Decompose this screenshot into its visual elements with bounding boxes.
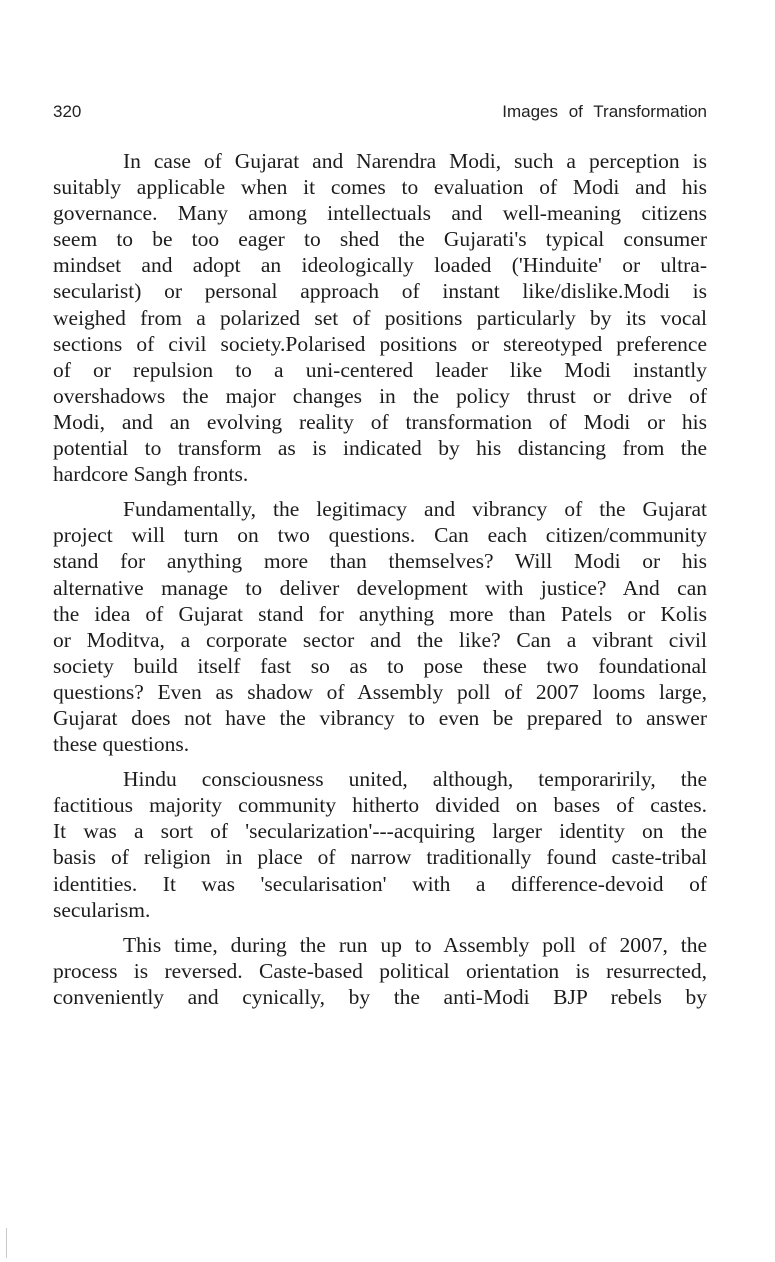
text-line: identities. It was 'secularisation' with a difference-devoid of [53, 871, 707, 896]
text-line: sections of civil society.Polarised positions or stereotyped preference [53, 331, 707, 356]
text-line: secularism. [53, 897, 151, 922]
paragraph-4 [53, 932, 707, 1010]
text-line: In case of Gujarat and Narendra Modi, such a perception is [123, 149, 707, 173]
running-head [53, 100, 707, 126]
scan-edge-mark [6, 1228, 7, 1258]
body-text [53, 148, 707, 1019]
text-line: of or repulsion to a uni-centered leader like Modi instantly [53, 357, 707, 382]
text-line: Gujarat does not have the vibrancy to even be prepared to answer [53, 705, 707, 730]
running-title: Images of Transformation [502, 102, 707, 121]
page-number: 320 [53, 102, 82, 121]
text-line: suitably applicable when it comes to evaluation of Modi and his [53, 175, 707, 200]
text-line: Fundamentally, the legitimacy and vibrancy of the Gujarat [123, 497, 707, 522]
text-line: seem to be too eager to shed the Gujarati's typical consumer [53, 227, 707, 252]
text-line: conveniently and cynically, by the anti-Modi BJP rebels by [53, 984, 707, 1009]
text-line: hardcore Sangh fronts. [53, 462, 249, 487]
text-line: This time, during the run up to Assembly poll of 2007, the [123, 932, 707, 957]
text-line: stand for anything more than themselves? Will Modi or his [53, 549, 707, 574]
text-line: or Moditva, a corporate sector and the like? Can a vibrant civil [53, 627, 707, 652]
text-line: potential to transform as is indicated by his distancing from the [53, 436, 707, 461]
text-line: process is reversed. Caste-based political orientation is resurrected, [53, 958, 707, 983]
text-line: Modi, and an evolving reality of transformation of Modi or his [53, 409, 707, 434]
text-line: alternative manage to deliver development with justice? And can [53, 575, 707, 600]
text-line: project will turn on two questions. Can each citizen/community [53, 523, 707, 548]
text-line: basis of religion in place of narrow traditionally found caste-tribal [53, 845, 707, 870]
text-line: Hindu consciousness united, although, temporaririly, the [123, 767, 707, 792]
text-line: It was a sort of 'secularization'---acquiring larger identity on the [53, 819, 707, 844]
paragraph-2 [53, 496, 707, 757]
paragraph-3 [53, 766, 707, 923]
text-line: governance. Many among intellectuals and well-meaning citizens [53, 201, 707, 226]
text-line: secularist) or personal approach of instant like/dislike.Modi is [53, 279, 707, 304]
text-line: overshadows the major changes in the policy thrust or drive of [53, 383, 707, 408]
text-line: questions? Even as shadow of Assembly poll of 2007 looms large, [53, 679, 707, 704]
text-line: mindset and adopt an ideologically loaded ('Hinduite' or ultra- [53, 253, 707, 278]
text-line: society build itself fast so as to pose these two foundational [53, 653, 707, 678]
text-line: factitious majority community hitherto divided on bases of castes. [53, 793, 707, 818]
text-line: the idea of Gujarat stand for anything more than Patels or Kolis [53, 601, 707, 626]
text-line: these questions. [53, 732, 190, 757]
paragraph-1 [53, 148, 707, 487]
text-line: weighed from a polarized set of positions particularly by its vocal [53, 305, 707, 330]
